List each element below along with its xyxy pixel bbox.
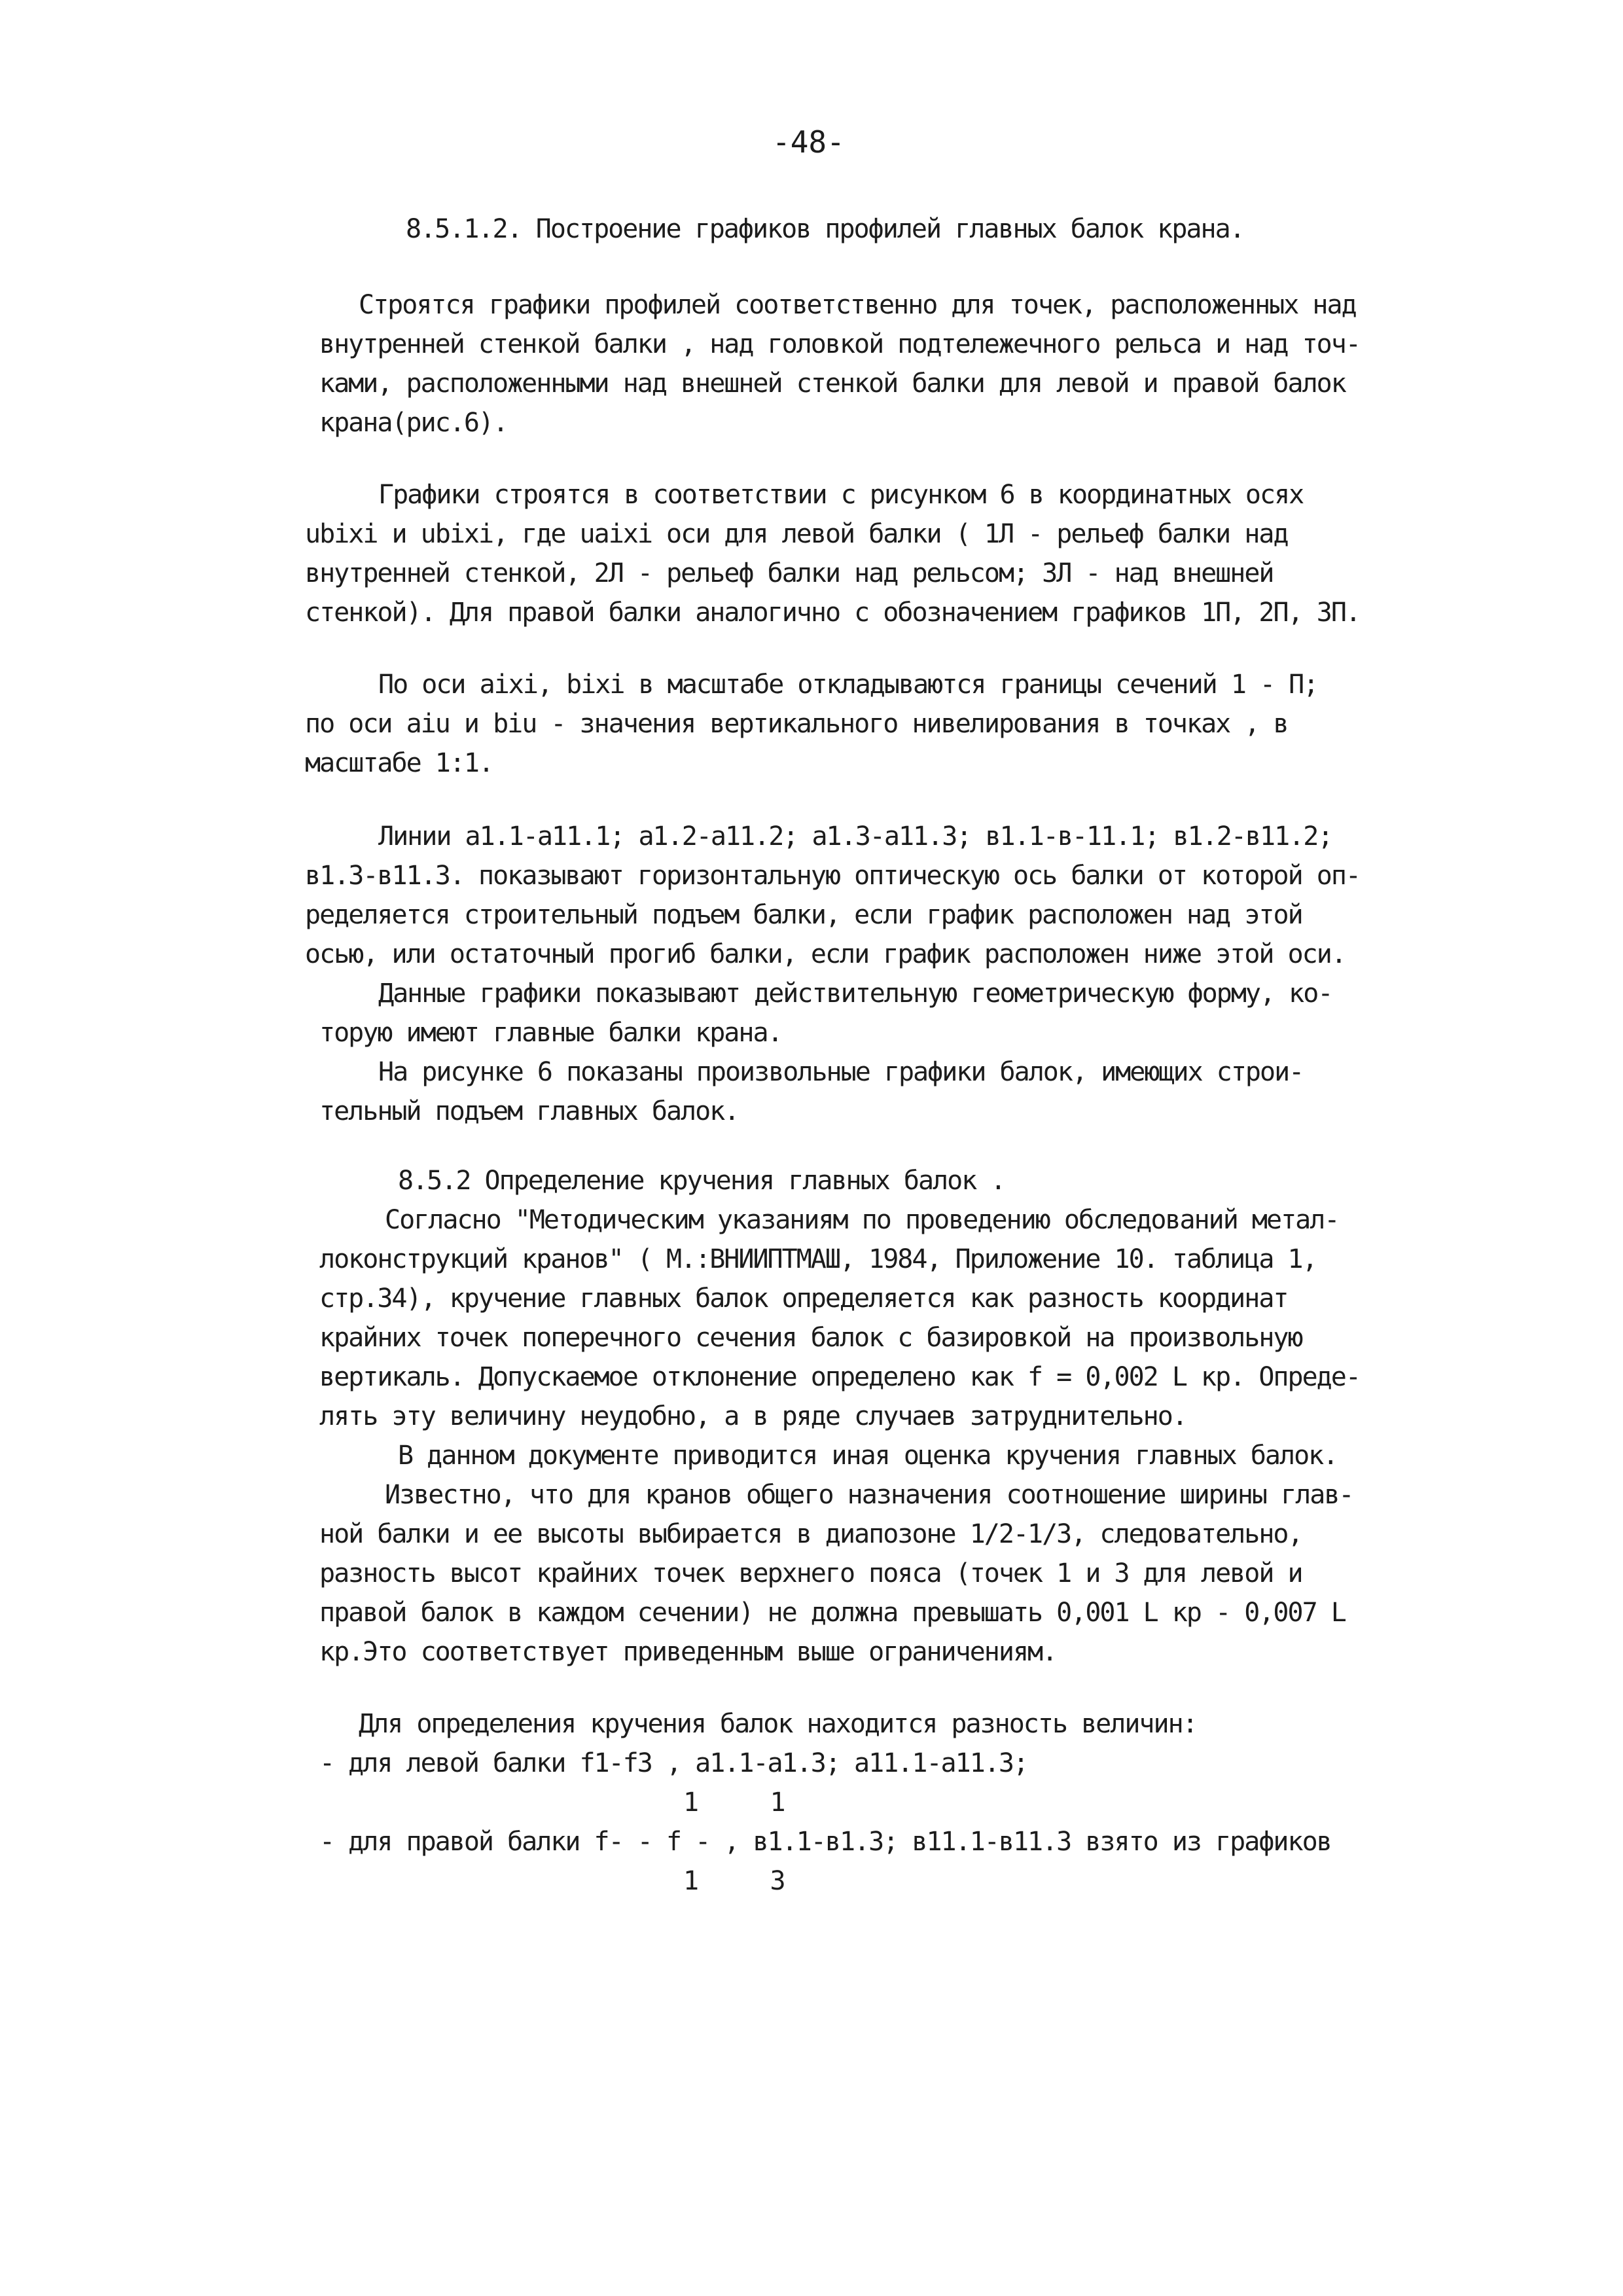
subscript-line: 1 3 — [683, 1866, 785, 1896]
subscript-line: 1 1 — [683, 1787, 785, 1818]
paragraph-line: разность высот крайних точек верхнего пояса (точек 1 и 3 для левой и — [319, 1558, 1302, 1588]
paragraph-line: вертикаль. Допускаемое отклонение определено как f = 0,002 L кр. Опреде- — [319, 1362, 1360, 1392]
paragraph-line: крайних точек поперечного сечения балок с базировкой на произвольную — [319, 1323, 1302, 1353]
paragraph-line: стр.34), кручение главных балок определяется как разность координат — [319, 1283, 1288, 1314]
paragraph-line: стенкой). Для правой балки аналогично с обозначением графиков 1П, 2П, 3П. — [305, 598, 1360, 628]
paragraph-line: ubixi и ubixi, где uaixi оси для левой балки ( 1Л - рельеф балки над — [305, 519, 1288, 549]
paragraph-line: крана(рис.6). — [319, 408, 508, 438]
paragraph-line: В данном документе приводится иная оценка кручения главных балок. — [398, 1441, 1338, 1471]
paragraph-line: Графики строятся в соответствии с рисунком 6 в координатных осях — [378, 480, 1304, 510]
paragraph-line: в1.3-в11.3. показывают горизонтальную оптическую ось балки от которой оп- — [305, 861, 1360, 891]
paragraph-line: локонструкций кранов" ( М.:ВНИИПТМАШ, 1984, Приложение 10. таблица 1, — [319, 1244, 1317, 1274]
paragraph-line: Известно, что для кранов общего назначения соотношение ширины глав- — [385, 1480, 1353, 1510]
paragraph-line: осью, или остаточный прогиб балки, если график расположен ниже этой оси. — [305, 939, 1346, 969]
paragraph-line: Для определения кручения балок находится разность величин: — [359, 1709, 1197, 1739]
paragraph-line: По оси aixi, bixi в масштабе откладываются границы сечений 1 - П; — [378, 670, 1318, 700]
paragraph-line: тельный подъем главных балок. — [319, 1096, 739, 1126]
paragraph-line: правой балок в каждом сечении) не должна превышать 0,001 L кр - 0,007 L — [319, 1598, 1346, 1628]
paragraph-line: ределяется строительный подъем балки, если график расположен над этой — [305, 900, 1302, 930]
paragraph-line: внутренней стенкой балки , над головкой подтележечного рельса и над точ- — [319, 329, 1360, 359]
section-title: 8.5.1.2. Построение графиков профилей главных балок крана. — [406, 214, 1244, 244]
paragraph-line: торую имеют главные балки крана. — [319, 1018, 782, 1048]
paragraph-line: по оси aiu и biu - значения вертикального нивелирования в точках , в — [305, 709, 1288, 739]
section-title: 8.5.2 Определение кручения главных балок . — [398, 1166, 1005, 1196]
paragraph-line: На рисунке 6 показаны произвольные графики балок, имеющих строи- — [378, 1057, 1304, 1087]
paragraph-line: - для левой балки f1-f3 , a1.1-a1.3; a11.1-a11.3; — [319, 1748, 1028, 1778]
paragraph-line: - для правой балки f- - f - , в1.1-в1.3; в11.1-в11.3 взято из графиков — [319, 1827, 1331, 1857]
paragraph-line: Строятся графики профилей соответственно для точек, расположенных над — [359, 290, 1356, 320]
paragraph-line: внутренней стенкой, 2Л - рельеф балки над рельсом; 3Л - над внешней — [305, 558, 1274, 588]
paragraph-line: лять эту величину неудобно, а в ряде случаев затруднительно. — [319, 1401, 1186, 1431]
paragraph-line: Данные графики показывают действительную геометрическую форму, ко- — [378, 978, 1332, 1009]
paragraph-line: масштабе 1:1. — [305, 748, 493, 778]
page-number: -48- — [772, 124, 845, 160]
paragraph-line: Линии a1.1-a11.1; a1.2-a11.2; a1.3-a11.3; в1.1-в-11.1; в1.2-в11.2; — [378, 821, 1332, 852]
paragraph-line: ками, расположенными над внешней стенкой балки для левой и правой балок — [319, 368, 1346, 399]
paragraph-line: кр.Это соответствует приведенным выше ограничениям. — [319, 1637, 1057, 1667]
paragraph-line: Согласно "Методическим указаниям по проведению обследований метал- — [385, 1205, 1339, 1235]
paragraph-line: ной балки и ее высоты выбирается в диапозоне 1/2-1/3, следовательно, — [319, 1519, 1302, 1549]
